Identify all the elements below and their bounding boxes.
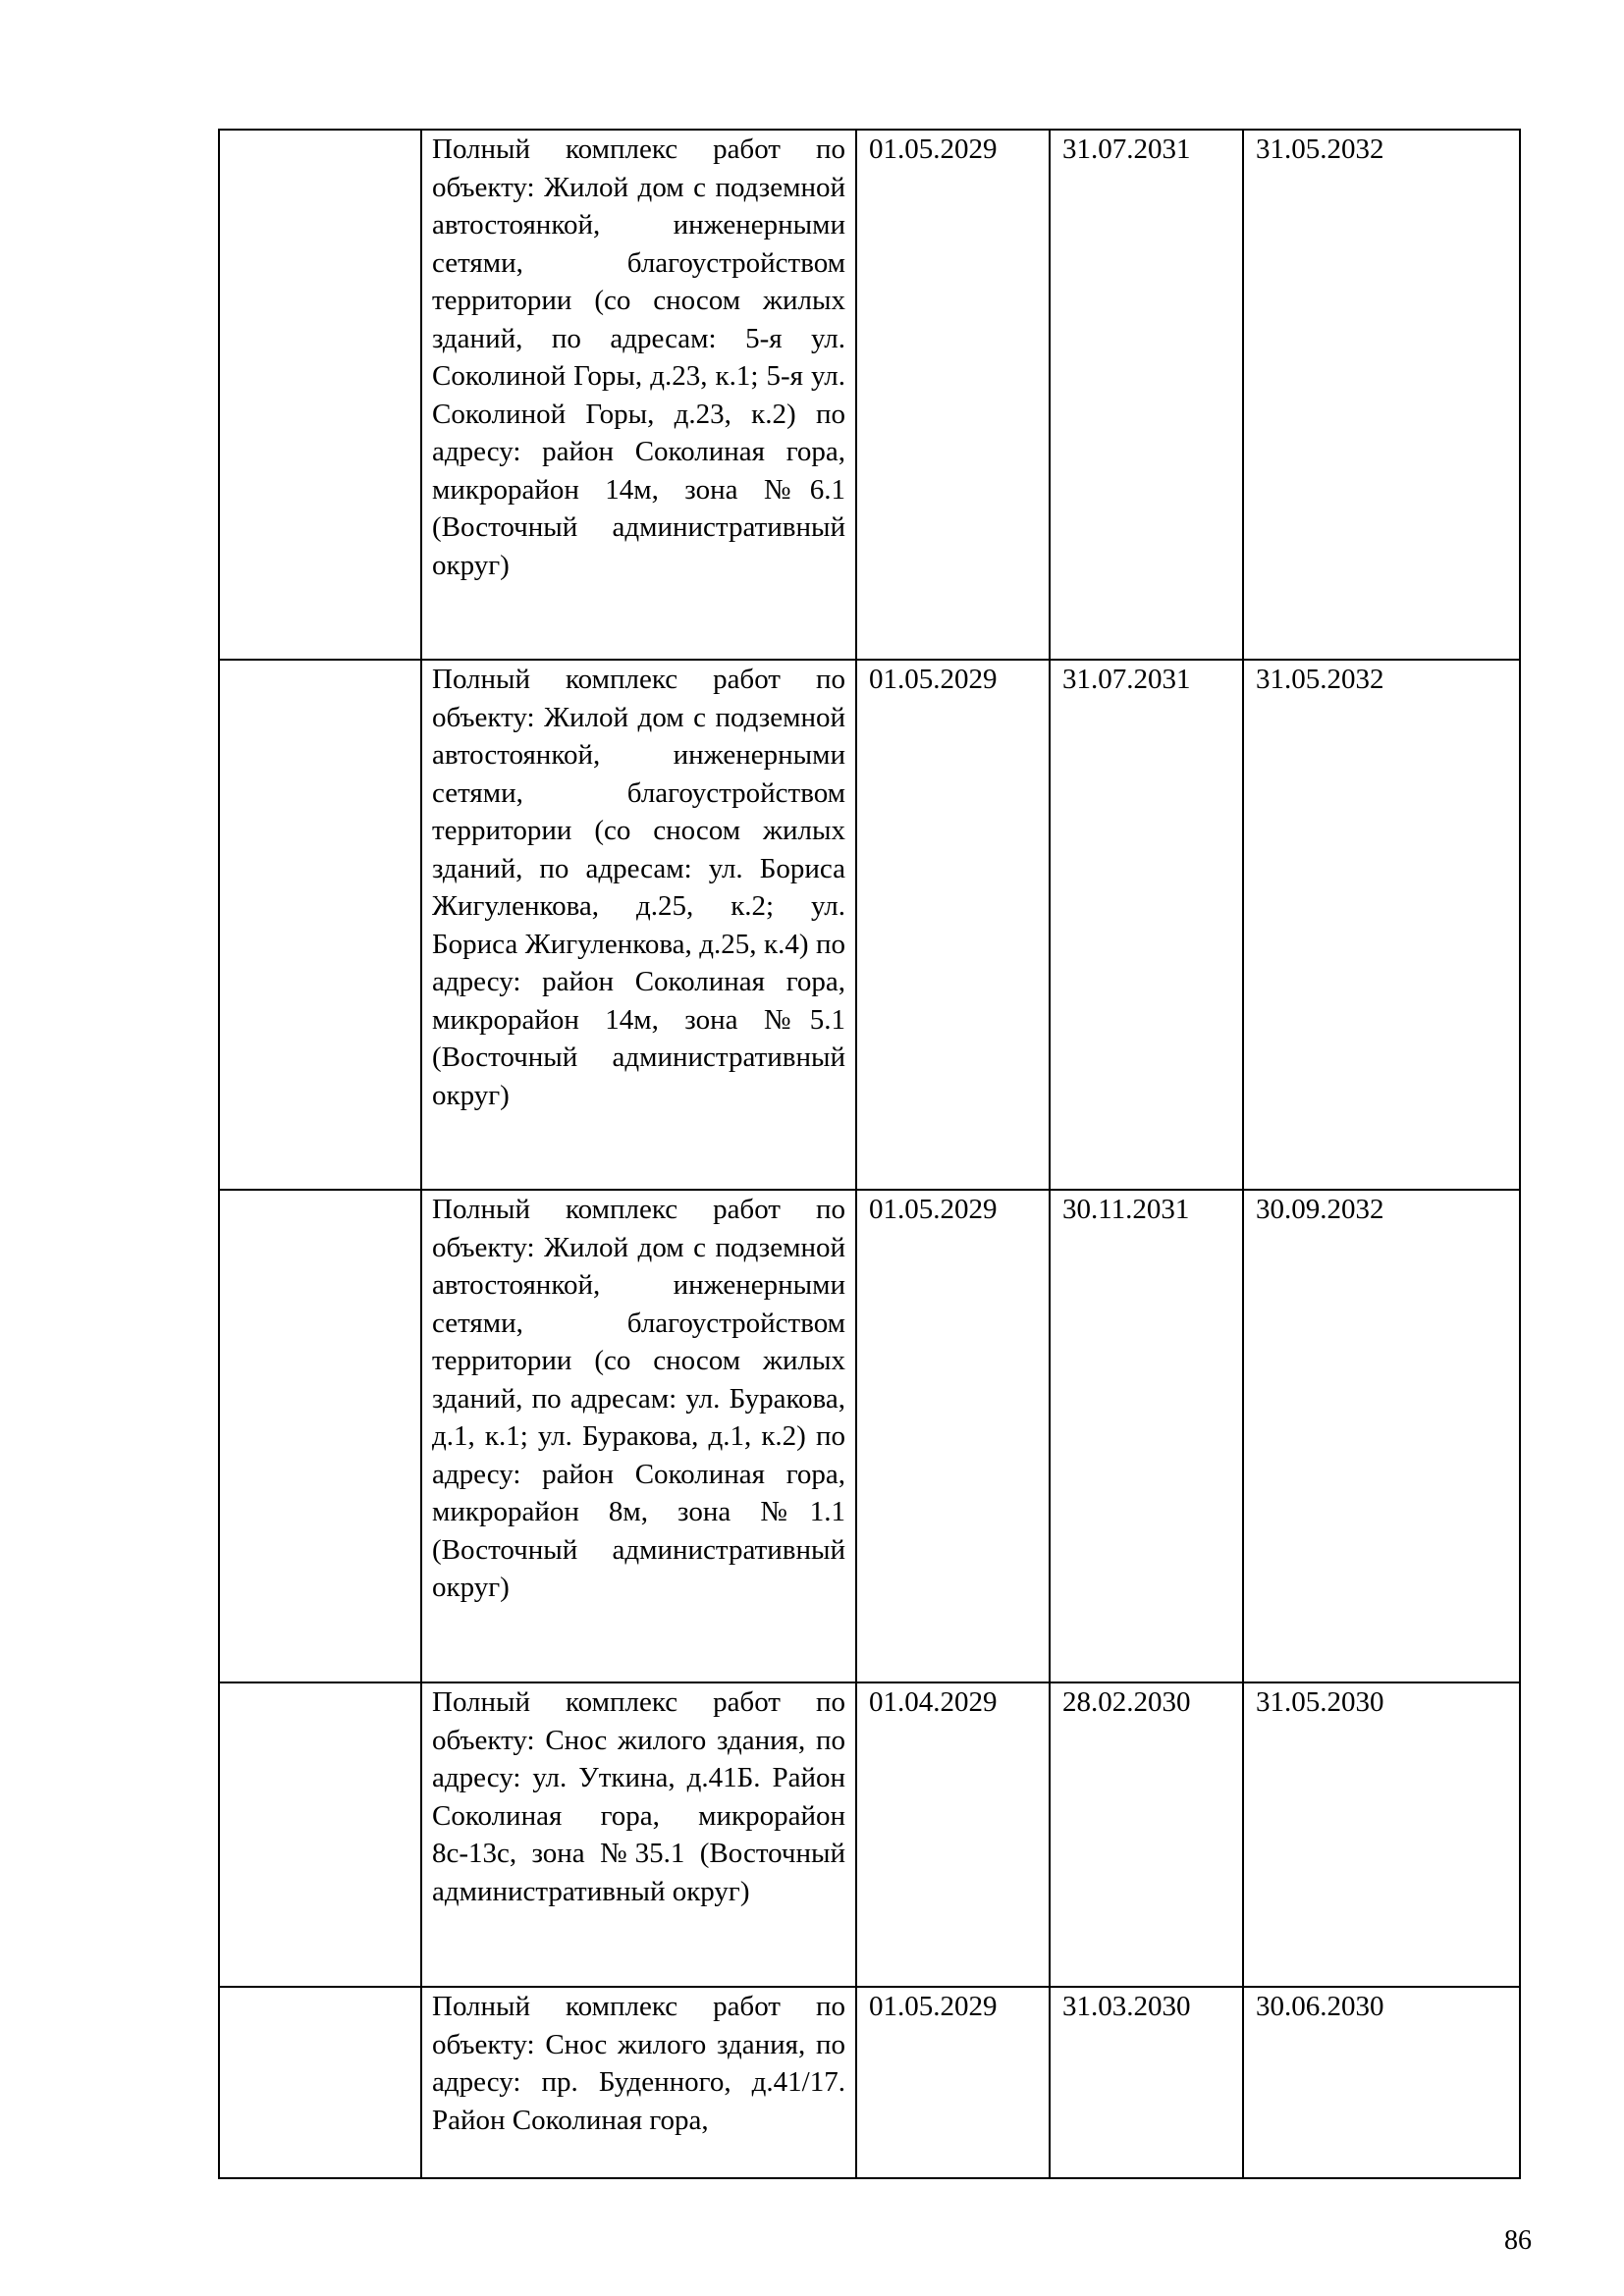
start-date: 01.05.2029 <box>856 1190 1050 1682</box>
work-description: Полный комплекс работ по объекту: Жилой дом с подземной автостоянкой, инженерными сетями, благоустройством территории (со сносом жилых зданий, по адресам: 5-я ул. Соколиной Горы, д.23, к.1; 5-я ул. Соколиной Горы, д.23, к.2) по адресу: район Соколиная гора, микрорайон 14м, зона №6.1 (Восточный административный округ) <box>421 130 856 660</box>
table-row <box>219 660 1520 1190</box>
table-row <box>219 130 1520 660</box>
completion-date: 30.11.2031 <box>1050 1190 1243 1682</box>
empty-cell <box>219 1682 421 1987</box>
start-date: 01.05.2029 <box>856 660 1050 1190</box>
table-row <box>219 1190 1520 1682</box>
empty-cell <box>219 660 421 1190</box>
start-date: 01.04.2029 <box>856 1682 1050 1987</box>
commissioning-date: 30.06.2030 <box>1243 1987 1520 2178</box>
completion-date: 31.07.2031 <box>1050 130 1243 660</box>
completion-date: 28.02.2030 <box>1050 1682 1243 1987</box>
start-date: 01.05.2029 <box>856 130 1050 660</box>
commissioning-date: 31.05.2032 <box>1243 130 1520 660</box>
commissioning-date: 31.05.2030 <box>1243 1682 1520 1987</box>
empty-cell <box>219 1190 421 1682</box>
commissioning-date: 31.05.2032 <box>1243 660 1520 1190</box>
work-description: Полный комплекс работ по объекту: Жилой дом с подземной автостоянкой, инженерными сетями, благоустройством территории (со сносом жилых зданий, по адресам: ул. Бориса Жигуленкова, д.25, к.2; ул. Бориса Жигуленкова, д.25, к.4) по адресу: район Соколиная гора, микрорайон 14м, зона №5.1 (Восточный административный округ) <box>421 660 856 1190</box>
completion-date: 31.07.2031 <box>1050 660 1243 1190</box>
work-description: Полный комплекс работ по объекту: Жилой дом с подземной автостоянкой, инженерными сетями, благоустройством территории (со сносом жилых зданий, по адресам: ул. Буракова, д.1, к.1; ул. Буракова, д.1, к.2) по адресу: район Соколиная гора, микрорайон 8м, зона №1.1 (Восточный административный округ) <box>421 1190 856 1682</box>
commissioning-date: 30.09.2032 <box>1243 1190 1520 1682</box>
empty-cell <box>219 1987 421 2178</box>
table-row <box>219 1987 1520 2178</box>
page-number: 86 <box>1504 2225 1532 2256</box>
completion-date: 31.03.2030 <box>1050 1987 1243 2178</box>
work-description: Полный комплекс работ по объекту: Снос жилого здания, по адресу: пр. Буденного, д.41/17. Район Соколиная гора, <box>421 1987 856 2178</box>
start-date: 01.05.2029 <box>856 1987 1050 2178</box>
work-description: Полный комплекс работ по объекту: Снос жилого здания, по адресу: ул. Уткина, д.41Б. Район Соколиная гора, микрорайон 8с-13с, зона №35.1 (Восточный административный округ) <box>421 1682 856 1987</box>
schedule-table <box>218 129 1521 2179</box>
table-row <box>219 1682 1520 1987</box>
empty-cell <box>219 130 421 660</box>
